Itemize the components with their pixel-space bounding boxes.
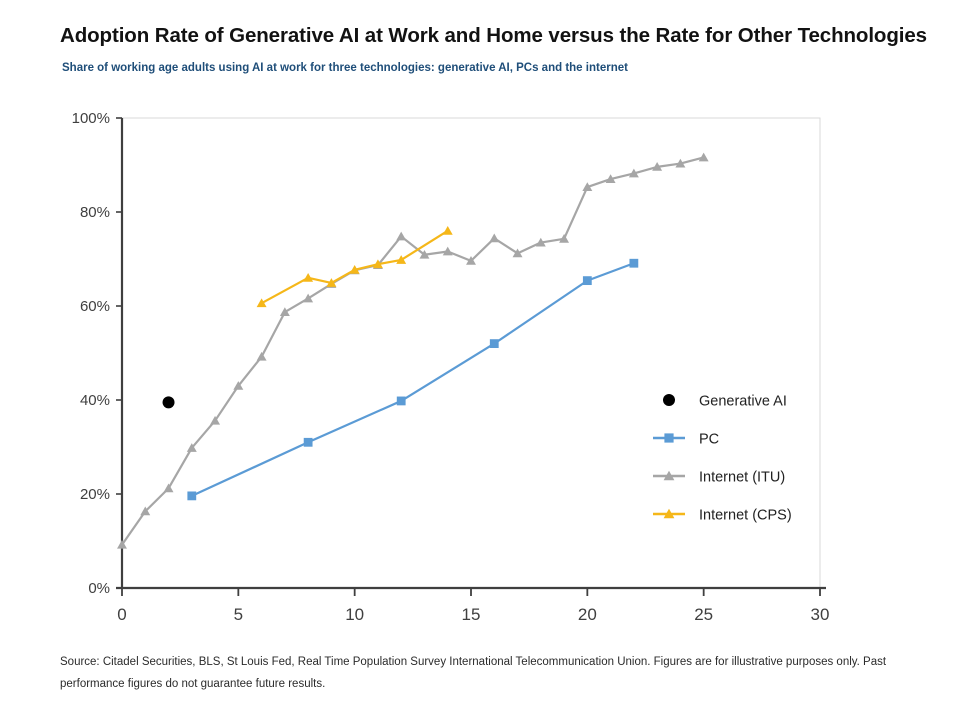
x-tick-label: 10	[345, 605, 365, 624]
data-point-marker	[187, 491, 196, 500]
data-point-marker	[397, 397, 406, 406]
series-pc	[187, 259, 638, 500]
chart-plot-area	[60, 100, 900, 640]
data-point-marker	[303, 273, 313, 282]
legend-item-internet-cps	[653, 508, 792, 524]
data-point-marker	[164, 484, 174, 493]
y-tick-label: 80%	[79, 204, 110, 221]
data-point-marker	[583, 276, 592, 285]
y-tick-label: 20%	[79, 486, 110, 503]
data-point-marker	[303, 294, 313, 303]
data-point-marker	[163, 396, 175, 408]
footnote-line-2: performance figures do not guarantee future results.	[60, 677, 326, 690]
legend-item-pc	[653, 432, 719, 448]
data-point-marker	[396, 232, 406, 241]
x-tick-label: 25	[694, 605, 714, 624]
data-point-marker	[490, 339, 499, 348]
x-tick-label: 30	[810, 605, 830, 624]
data-point-marker	[629, 259, 638, 268]
legend-label: PC	[699, 431, 720, 448]
data-point-marker	[443, 226, 453, 235]
legend-label: Internet (CPS)	[699, 507, 792, 524]
series-internet-cps	[257, 226, 453, 307]
data-point-marker	[663, 394, 675, 406]
series-generative-ai	[163, 396, 175, 408]
x-tick-label: 20	[577, 605, 597, 624]
y-tick-label: 100%	[71, 110, 110, 127]
y-tick-label: 60%	[79, 298, 110, 315]
chart-subtitle: Share of working age adults using AI at work for three technologies: generative AI, PCs and the internet	[62, 62, 628, 74]
legend-item-internet-itu	[653, 470, 785, 486]
data-point-marker	[699, 153, 709, 162]
data-point-marker	[257, 352, 267, 361]
series-line	[192, 263, 634, 496]
page-title: Adoption Rate of Generative AI at Work and Home versus the Rate for Other Technologies	[60, 24, 927, 47]
x-tick-label: 5	[233, 605, 244, 624]
x-tick-label: 0	[117, 605, 127, 624]
y-tick-label: 40%	[79, 392, 110, 409]
legend-label: Generative AI	[699, 393, 787, 410]
source-footnote	[60, 652, 920, 696]
footnote-line-1: Source: Citadel Securities, BLS, St Louis Fed, Real Time Population Survey International Telecommunication Union. Figures are for illustrative purposes only. Past	[60, 656, 887, 668]
y-tick-label: 0%	[88, 580, 110, 597]
legend-label: Internet (ITU)	[699, 469, 786, 486]
data-point-marker	[280, 307, 290, 316]
data-point-marker	[664, 433, 673, 442]
adoption-rate-line-chart	[60, 100, 900, 640]
x-tick-label: 15	[461, 605, 481, 624]
legend-item-generative-ai	[663, 394, 787, 410]
data-point-marker	[257, 298, 267, 307]
data-point-marker	[304, 438, 313, 447]
data-point-marker	[489, 233, 499, 242]
